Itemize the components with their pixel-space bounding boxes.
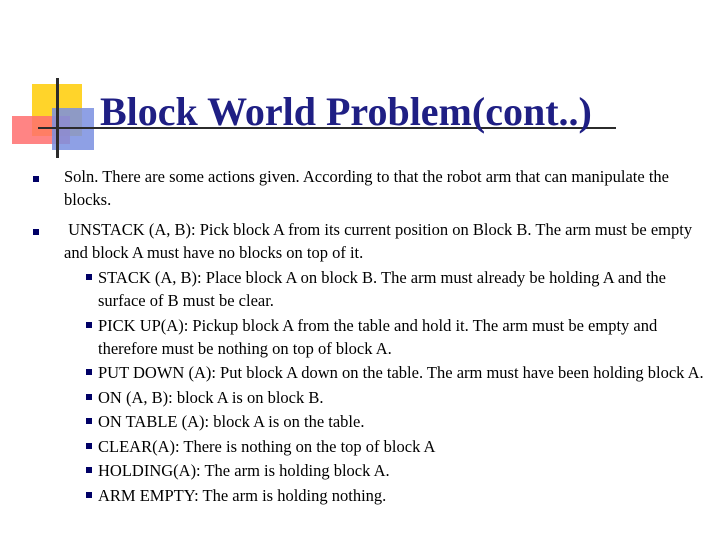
sub-bullet-item-putdown: [86, 361, 706, 384]
sub-bullet-item-clear: [86, 435, 706, 458]
slide-title: Block World Problem(cont..): [100, 89, 592, 134]
sub-bullet-text: PICK UP(A): Pickup block A from the table and hold it. The arm must be empty and therefore must be nothing on top of block A.: [98, 315, 658, 358]
sub-bullet-square-icon: [86, 443, 92, 449]
sub-bullet-item-armempty: [86, 484, 706, 507]
sub-bullet-item-holding: [86, 459, 706, 482]
sub-bullet-item-pickup: [86, 314, 706, 360]
sub-bullet-square-icon: [86, 467, 92, 473]
sub-bullet-text: ARM EMPTY: The arm is holding nothing.: [98, 485, 387, 505]
sub-bullet-text: CLEAR(A): There is nothing on the top of block A: [98, 436, 436, 456]
sub-bullet-square-icon: [86, 418, 92, 424]
sub-bullet-text: STACK (A, B): Place block A on block B. The arm must already be holding A and the surface of B must be clear.: [98, 268, 667, 310]
sub-bullet-item-stack: [86, 266, 706, 312]
sub-bullet-text: HOLDING(A): The arm is holding block A.: [98, 461, 390, 480]
sub-bullet-item-on: [86, 386, 706, 409]
sub-bullet-text: PUT DOWN (A): Put block A down on the table. The arm must have been holding block A.: [98, 363, 704, 382]
sub-bullet-square-icon: [86, 322, 92, 328]
sub-bullet-text: ON (A, B): block A is on block B.: [98, 387, 324, 407]
bullet-item-solution: Soln. There are some actions given. According to that the robot arm that can manipulate the blocks.: [64, 167, 669, 209]
sub-bullet-text: ON TABLE (A): block A is on the table.: [98, 412, 365, 431]
bullet-square-icon: [33, 176, 39, 182]
sub-bullet-square-icon: [86, 274, 92, 280]
sub-bullet-list: [86, 266, 706, 508]
bullet-item-unstack: UNSTACK (A, B): Pick block A from its current position on Block B. The arm must be empty and block A must have no blocks on top of it.: [64, 220, 697, 262]
sub-bullet-square-icon: [86, 394, 92, 400]
title-decoration-vertical-line: [56, 78, 59, 158]
sub-bullet-item-ontable: [86, 410, 706, 433]
sub-bullet-square-icon: [86, 369, 92, 375]
sub-bullet-square-icon: [86, 492, 92, 498]
bullet-square-icon: [33, 229, 39, 235]
